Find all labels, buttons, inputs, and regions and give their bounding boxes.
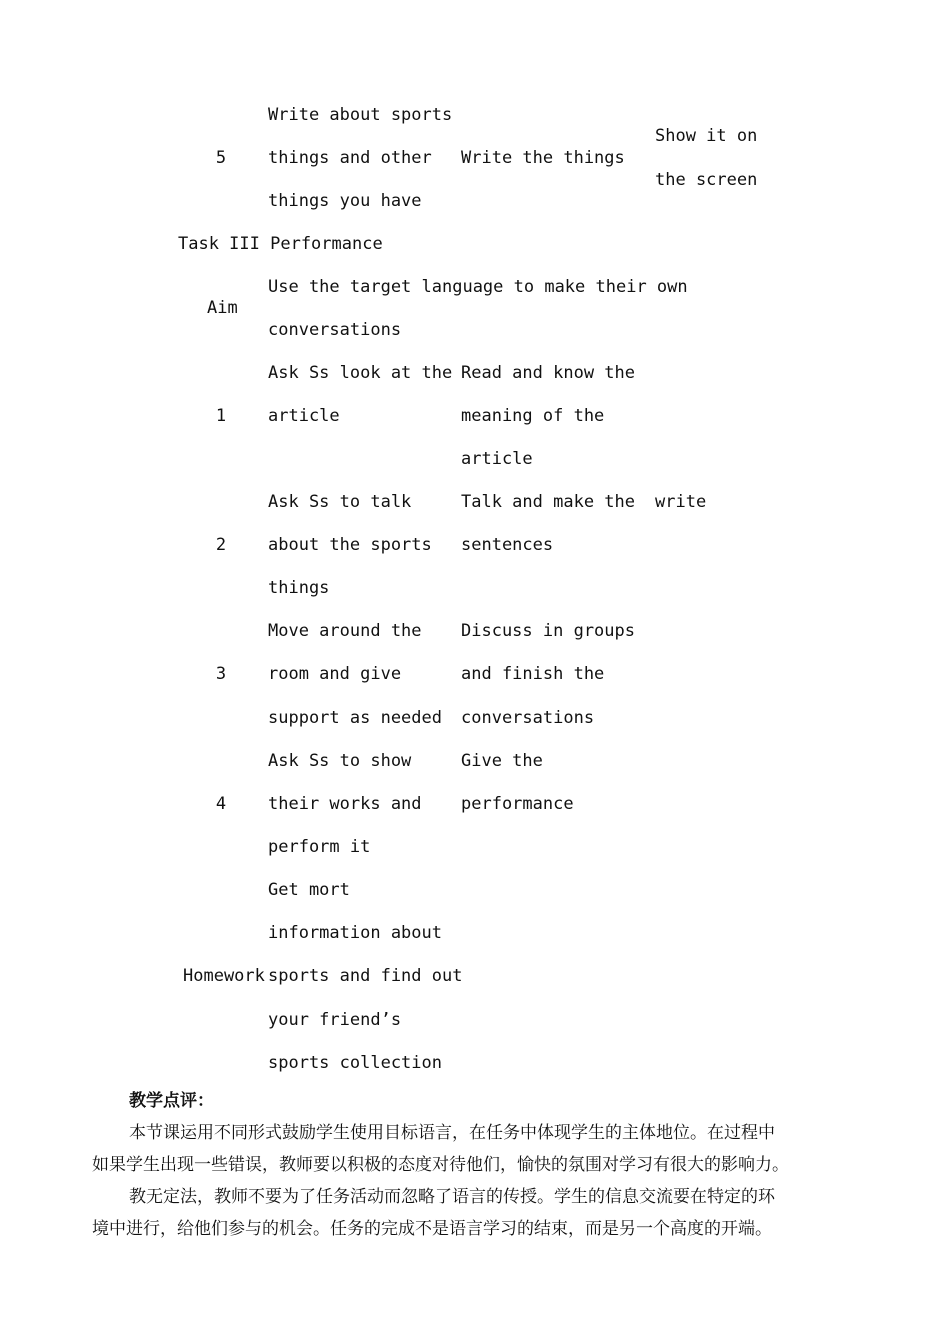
aim-text-line: conversations xyxy=(268,320,402,340)
teacher-activity-line: Ask Ss to show xyxy=(268,751,412,771)
aim-text-line: Use the target language to make their own xyxy=(268,277,688,297)
teacher-activity-line: things you have xyxy=(268,191,422,211)
homework-text-line: Get mort xyxy=(268,880,350,900)
homework-text-line: information about xyxy=(268,923,442,943)
teacher-activity-line: Write about sports xyxy=(268,105,453,125)
student-activity-line: Write the things xyxy=(461,148,625,168)
student-activity-line: Discuss in groups xyxy=(461,621,635,641)
teacher-activity-line: Ask Ss look at the xyxy=(268,363,453,383)
teacher-activity-line: about the sports xyxy=(268,535,432,555)
student-activity-line: Talk and make the xyxy=(461,492,635,512)
media-line: the screen xyxy=(655,170,758,190)
student-activity-line: sentences xyxy=(461,535,554,555)
student-activity-line: Read and know the xyxy=(461,363,635,383)
review-paragraph-line: 如果学生出现一些错误，教师要以积极的态度对待他们，愉快的氛围对学习有很大的影响力。 xyxy=(92,1155,789,1175)
row-number: 3 xyxy=(215,664,227,684)
task-title: Task III Performance xyxy=(178,234,383,254)
teacher-activity-line: perform it xyxy=(268,837,371,857)
student-activity-line: conversations xyxy=(461,708,595,728)
teacher-activity-line: support as needed xyxy=(268,708,442,728)
teacher-activity-line: Move around the xyxy=(268,621,422,641)
teacher-activity-line: Ask Ss to talk xyxy=(268,492,412,512)
teacher-activity-line: things and other xyxy=(268,148,432,168)
row-number: 4 xyxy=(215,794,227,814)
homework-text-line: sports and find out xyxy=(268,966,463,986)
review-heading: 教学点评： xyxy=(129,1091,214,1111)
homework-text-line: your friend’s xyxy=(268,1010,402,1030)
teacher-activity-line: article xyxy=(268,406,340,426)
media-line: Show it on xyxy=(655,126,758,146)
review-paragraph-line: 教无定法，教师不要为了任务活动而忽略了语言的传授。学生的信息交流要在特定的环 xyxy=(129,1187,775,1207)
student-activity-line: Give the xyxy=(461,751,543,771)
media-line: write xyxy=(655,492,707,512)
review-paragraph-line: 本节课运用不同形式鼓励学生使用目标语言，在任务中体现学生的主体地位。在过程中 xyxy=(129,1123,775,1143)
row-number: 1 xyxy=(215,406,227,426)
teacher-activity-line: things xyxy=(268,578,330,598)
review-paragraph-line: 境中进行，给他们参与的机会。任务的完成不是语言学习的结束，而是另一个高度的开端。 xyxy=(92,1219,772,1239)
homework-label: Homework xyxy=(183,966,265,986)
student-activity-line: meaning of the xyxy=(461,406,605,426)
aim-label: Aim xyxy=(207,298,238,318)
teacher-activity-line: their works and xyxy=(268,794,422,814)
student-activity-line: and finish the xyxy=(461,664,605,684)
row-number: 5 xyxy=(215,148,227,168)
student-activity-line: performance xyxy=(461,794,574,814)
row-number: 2 xyxy=(215,535,227,555)
student-activity-line: article xyxy=(461,449,533,469)
homework-text-line: sports collection xyxy=(268,1053,442,1073)
teacher-activity-line: room and give xyxy=(268,664,402,684)
